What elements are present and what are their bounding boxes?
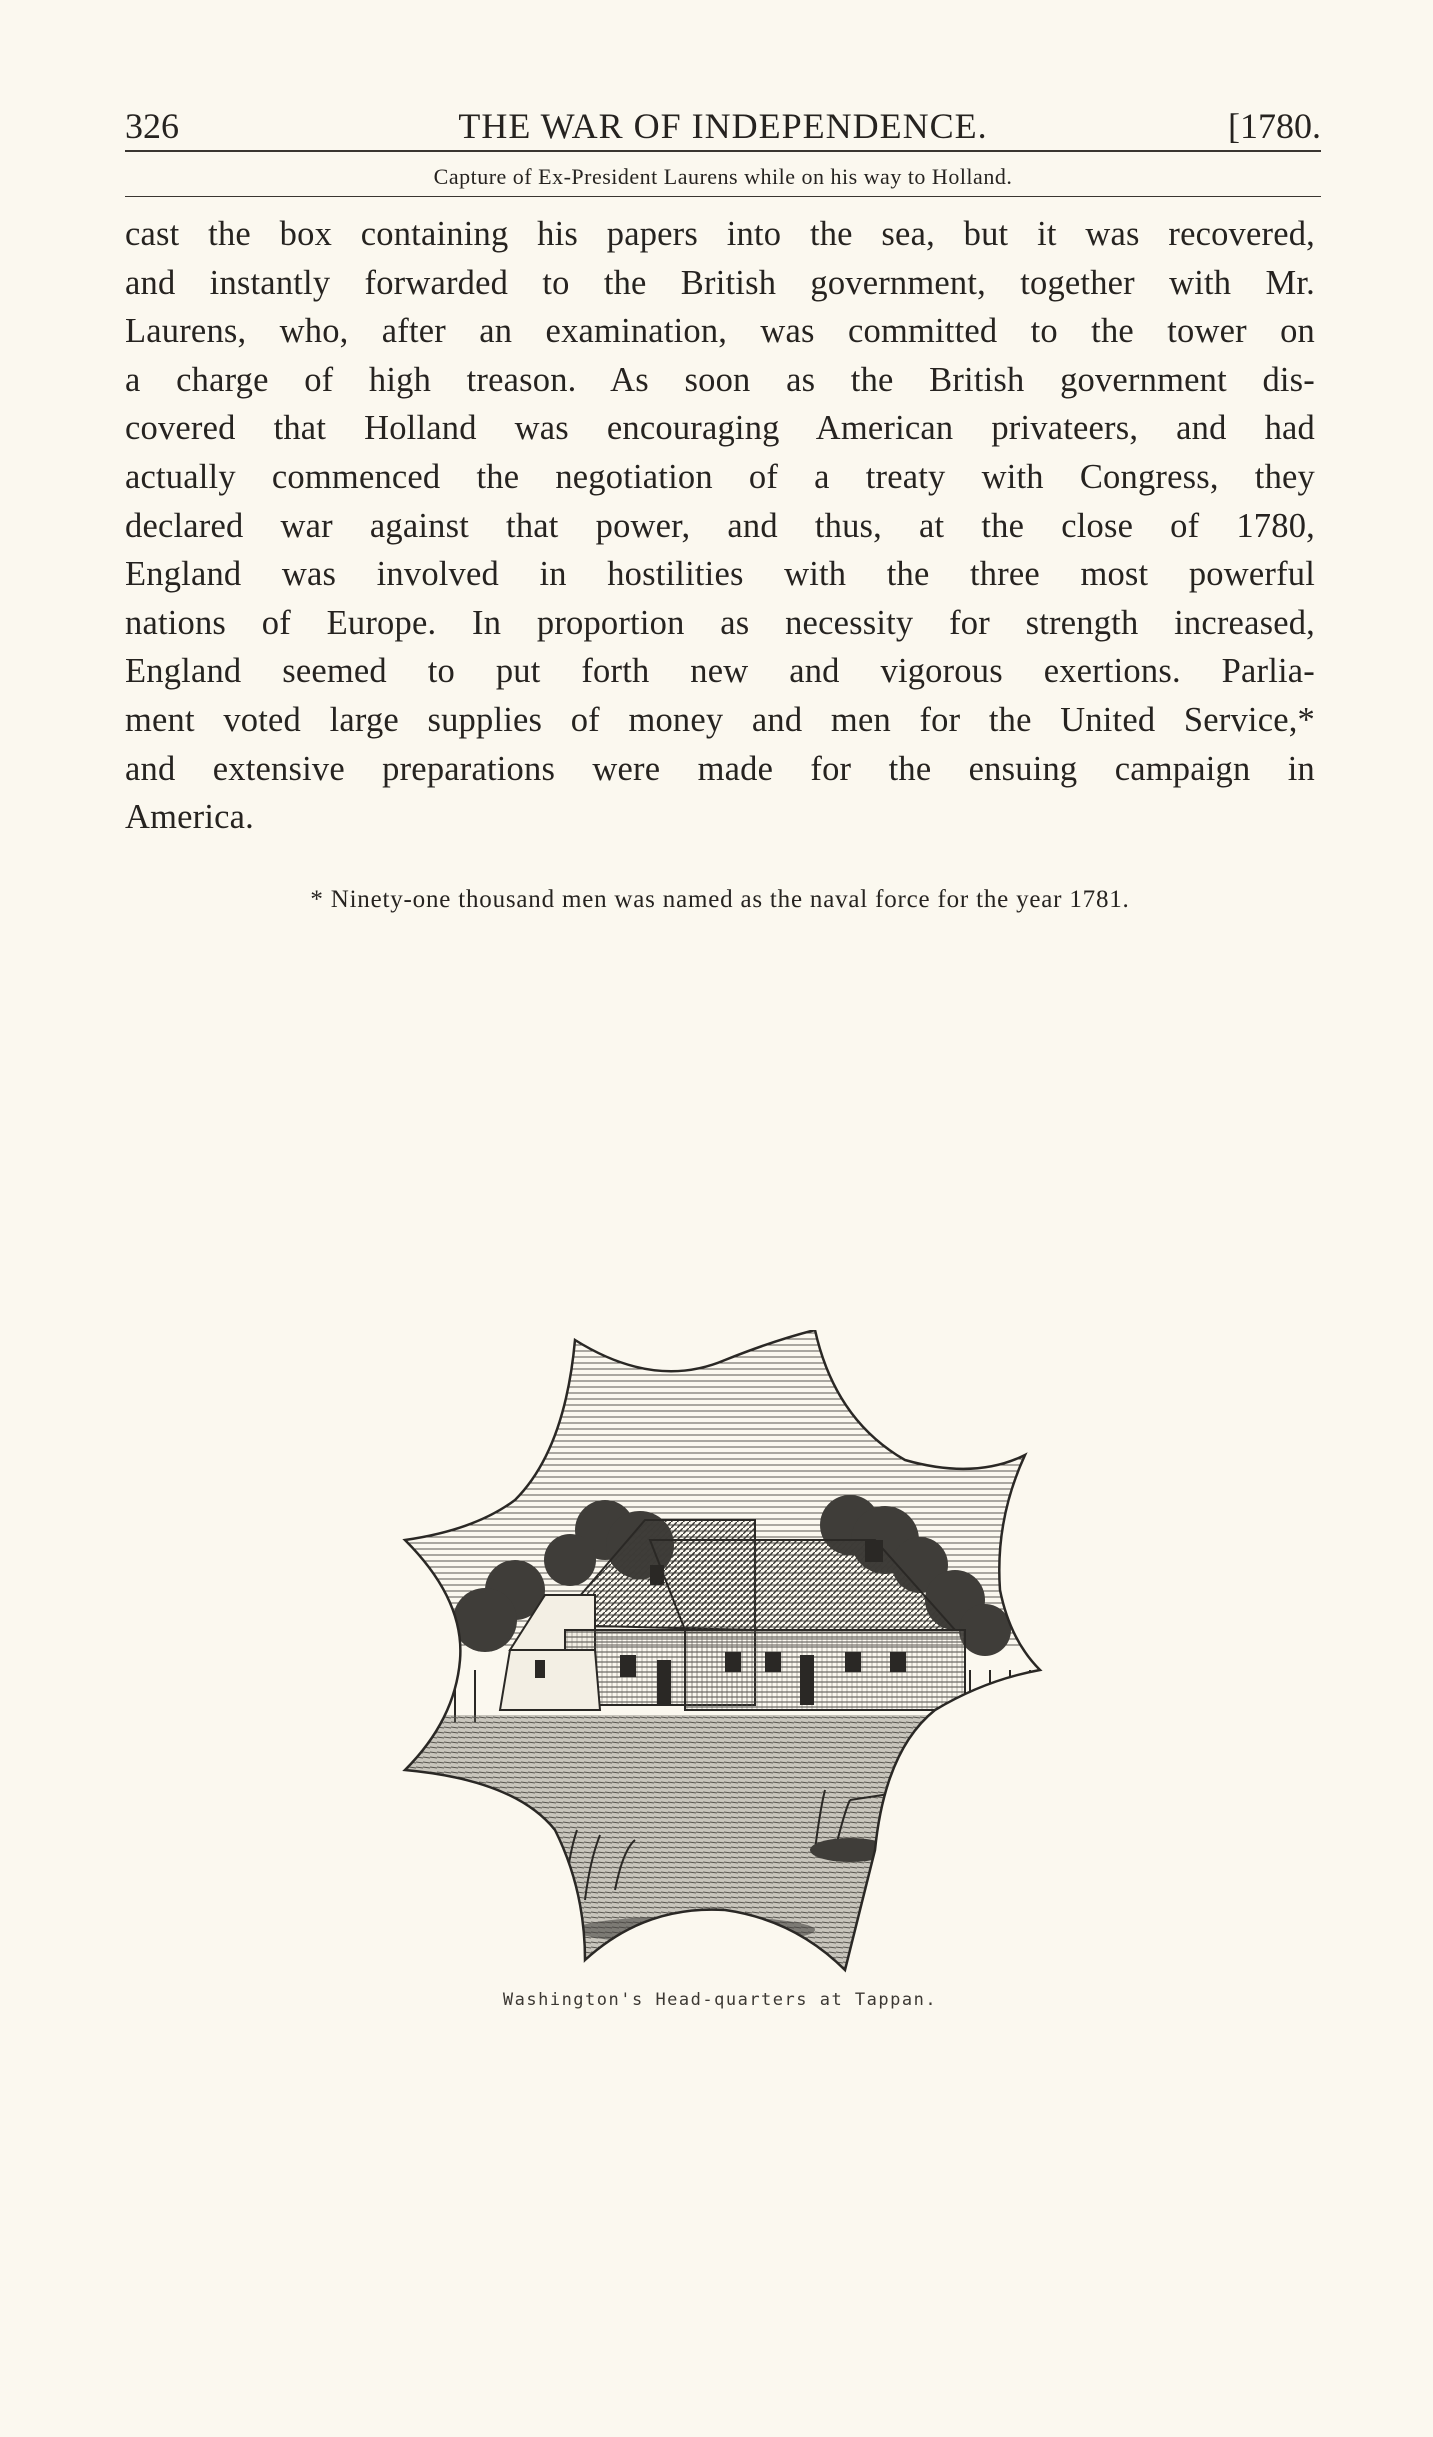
text-line: nations of Europe. In proportion as necessity for strength increased, xyxy=(125,603,1315,642)
page-number: 326 xyxy=(125,106,179,146)
footnote: * Ninety-one thousand men was named as the naval force for the year 1781. xyxy=(310,886,1130,913)
text-line: a charge of high treason. As soon as the British government dis- xyxy=(125,360,1315,399)
header-rule xyxy=(125,150,1321,152)
running-year: [1780. xyxy=(1228,106,1321,146)
side-note: Capture of Ex-President Laurens while on his way to Holland. xyxy=(433,164,1013,189)
text-line: England seemed to put forth new and vigorous exertions. Parlia- xyxy=(125,652,1315,691)
text-line: and extensive preparations were made for the ensuing campaign in xyxy=(125,749,1315,788)
text-line: declared war against that power, and thus, at the close of 1780, xyxy=(125,506,1315,545)
text-line: America. xyxy=(125,798,254,837)
text-line: covered that Holland was encouraging American privateers, and had xyxy=(125,409,1315,448)
text-line: actually commenced the negotiation of a treaty with Congress, they xyxy=(125,457,1315,496)
running-title: THE WAR OF INDEPENDENCE. xyxy=(458,106,988,146)
text-line: and instantly forwarded to the British government, together with Mr. xyxy=(125,263,1315,302)
running-head xyxy=(125,96,1321,156)
engraving-illustration xyxy=(395,1330,1045,1980)
tappan-headquarters-engraving xyxy=(395,1330,1045,1980)
side-note-rule xyxy=(125,196,1321,197)
text-line: cast the box containing his papers into the sea, but it was recovered, xyxy=(125,215,1315,253)
text-line: Laurens, who, after an examination, was committed to the tower on xyxy=(125,312,1315,351)
text-line: England was involved in hostilities with the three most powerful xyxy=(125,555,1315,594)
text-line: ment voted large supplies of money and men for the United Service,* xyxy=(125,700,1315,739)
body-paragraph xyxy=(125,210,1315,842)
figure-caption: Washington's Head-quarters at Tappan. xyxy=(502,1990,938,2010)
